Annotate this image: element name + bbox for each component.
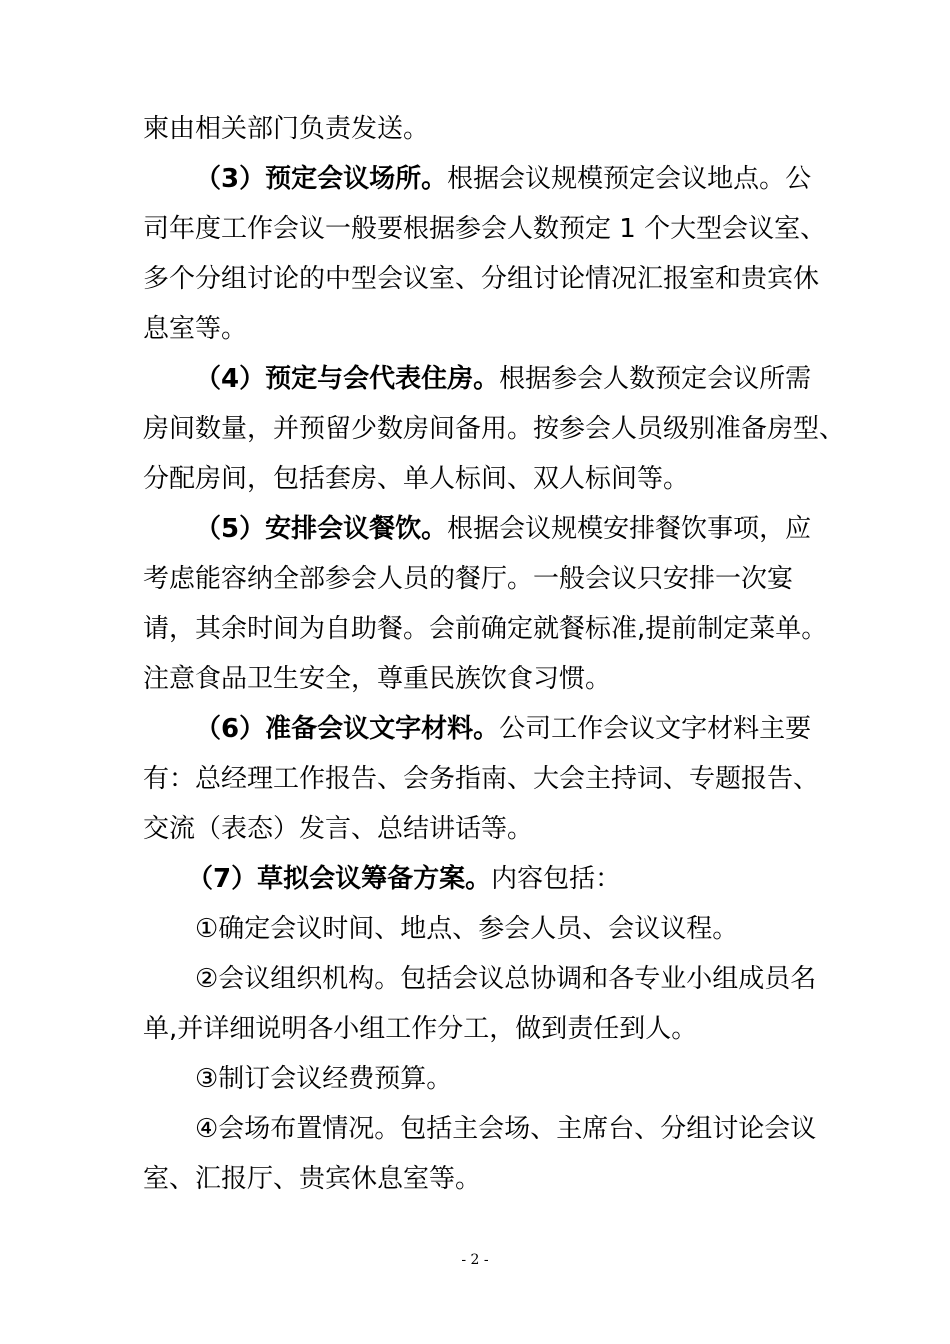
section-heading-5: （5）安排会议餐饮。根据会议规模安排餐饮事项，应	[195, 514, 812, 544]
section-heading-4: （4）预定与会代表住房。根据参会人数预定会议所需	[195, 364, 812, 394]
text-line: 单,并详细说明各小组工作分工，做到责任到人。	[143, 1014, 698, 1044]
text-line: 注意食品卫生安全，尊重民族饮食习惯。	[143, 664, 612, 694]
list-item: ④会场布置情况。包括主会场、主席台、分组讨论会议	[195, 1114, 817, 1144]
text-line: 室、汇报厅、贵宾休息室等。	[143, 1164, 482, 1194]
heading-bold-text: （3）预定会议场所。	[195, 164, 448, 194]
text-line: 司年度工作会议一般要根据参会人数预定 1 个大型会议室、	[143, 214, 827, 244]
text-line: 考虑能容纳全部参会人员的餐厅。一般会议只安排一次宴	[143, 564, 794, 594]
heading-bold-text: （6）准备会议文字材料。	[195, 714, 500, 744]
section-heading-6: （6）准备会议文字材料。公司工作会议文字材料主要	[195, 714, 812, 744]
text-line: 交流（表态）发言、总结讲话等。	[143, 814, 534, 844]
text-line: 分配房间，包括套房、单人标间、双人标间等。	[143, 464, 690, 494]
list-item: ②会议组织机构。包括会议总协调和各专业小组成员名	[195, 964, 817, 994]
heading-bold-text: （7）草拟会议筹备方案。	[187, 864, 492, 894]
section-heading-3: （3）预定会议场所。根据会议规模预定会议地点。公	[195, 164, 812, 194]
heading-bold-text: （5）安排会议餐饮。	[195, 514, 448, 544]
text-line: 多个分组讨论的中型会议室、分组讨论情况汇报室和贵宾休	[143, 264, 820, 294]
section-heading-7: （7）草拟会议筹备方案。内容包括：	[187, 864, 622, 894]
list-item: ①确定会议时间、地点、参会人员、会议议程。	[195, 914, 739, 944]
text-line: 房间数量，并预留少数房间备用。按参会人员级别准备房型、	[143, 414, 846, 444]
list-item: ③制订会议经费预算。	[195, 1064, 453, 1094]
text-line: 息室等。	[143, 314, 248, 344]
heading-bold-text: （4）预定与会代表住房。	[195, 364, 500, 394]
text-line: 请，其余时间为自助餐。会前确定就餐标准,提前制定菜单。	[143, 614, 828, 644]
text-line: 柬由相关部门负责发送。	[143, 114, 430, 144]
document-body	[143, 104, 846, 1204]
page-number: - 2 -	[461, 1252, 489, 1268]
text-line: 有：总经理工作报告、会务指南、大会主持词、专题报告、	[143, 764, 820, 794]
